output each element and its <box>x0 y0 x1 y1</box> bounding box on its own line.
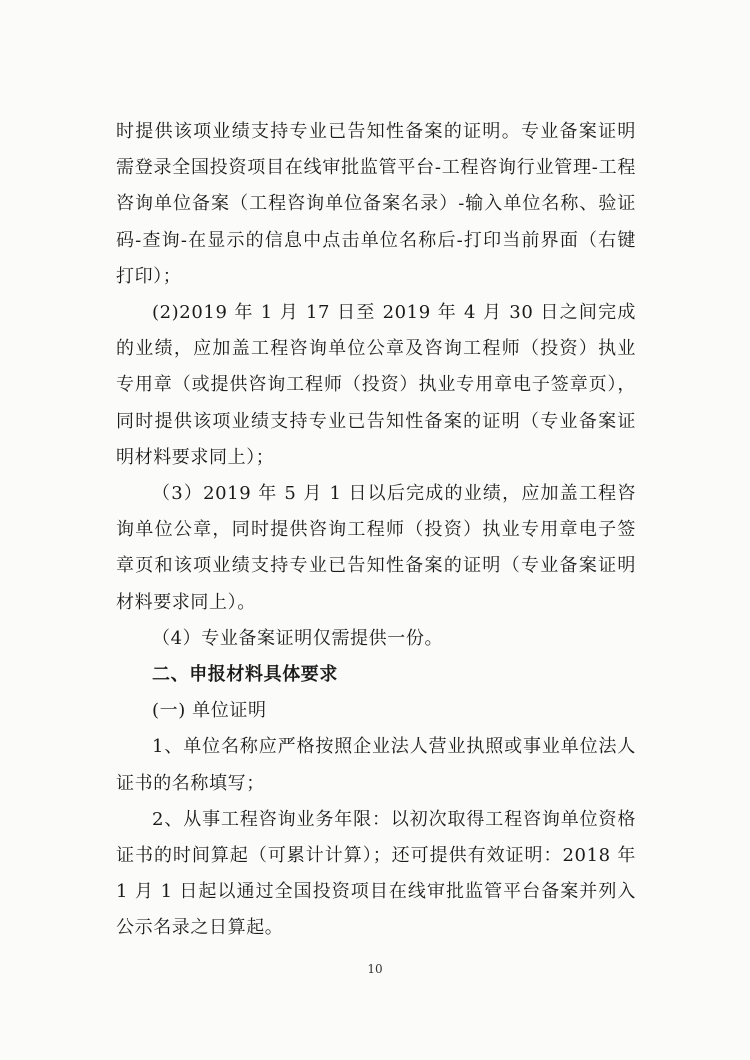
paragraph-requirement-2: 2、从事工程咨询业务年限：以初次取得工程咨询单位资格证书的时间算起（可累计计算）；还可提供有效证明：2018 年 1 月 1 日起以通过全国投资项目在线审批监管平台备案并列入公示名录之日算起。 <box>116 808 636 939</box>
paragraph-continuation: 时提供该项业绩支持专业已告知性备案的证明。专业备案证明需登录全国投资项目在线审批监管平台-工程咨询行业管理-工程咨询单位备案（工程咨询单位备案名录）-输入单位名称、验证码-查询-在显示的信息中点击单位名称后-打印当前界面（右键打印）； <box>116 121 636 287</box>
paragraph-item-2: (2)2019 年 1 月 17 日至 2019 年 4 月 30 日之间完成的业绩，应加盖工程咨询单位公章及咨询工程师（投资）执业专用章（或提供咨询工程师（投资）执业专用章电子签章页），同时提供该项业绩支持专业已告知性备案的证明（专业备案证明材料要求同上）； <box>116 302 636 468</box>
section-heading: 二、申报材料具体要求 <box>152 664 338 686</box>
document-body <box>116 114 636 947</box>
paragraph-requirement-1: 1、单位名称应严格按照企业法人营业执照或事业单位法人证书的名称填写； <box>116 736 636 794</box>
subsection-heading: (一) 单位证明 <box>152 700 267 722</box>
page-number: 10 <box>367 962 383 976</box>
paragraph-item-4: （4）专业备案证明仅需提供一份。 <box>152 627 444 649</box>
paragraph-item-3: （3）2019 年 5 月 1 日以后完成的业绩，应加盖工程咨询单位公章，同时提供咨询工程师（投资）执业专用章电子签章页和该项业绩支持专业已告知性备案的证明（专业备案证明材料要求同上）。 <box>116 483 636 613</box>
